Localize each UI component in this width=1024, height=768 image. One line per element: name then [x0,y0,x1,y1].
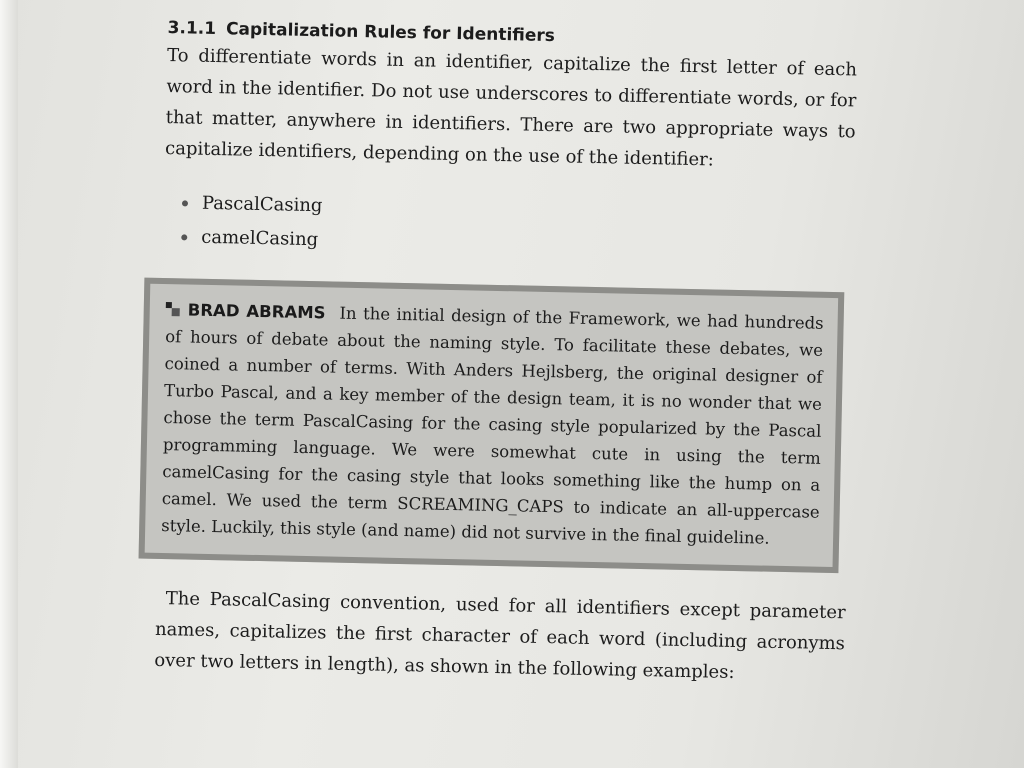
annotation-author: BRAD ABRAMS [187,300,326,323]
closing-paragraph: The PascalCasing convention, used for all identifiers except parameter names, capitalizes the first character of each word (including acronyms over two letters in length), as shown in the following examples: [154,588,846,684]
page-content [154,12,858,690]
list-item-label: PascalCasing [201,192,323,217]
annotation-text-block [161,296,824,553]
annotation-marker-icon [166,302,180,316]
page-edge [0,0,18,768]
section-number: 3.1.1 [167,17,217,40]
bullet-icon [181,234,187,240]
annotation-body: In the initial design of the Framework, we had hundreds of hours of debate about the naming style. To facilitate these debates, we coined a number of terms. With Anders Hejlsberg, the original designer of Turbo Pascal, and a key member of the design team, it is no wonder that we chose the term PascalCasing for the casing style popularized by the Pascal programming language. We were somewhat cute in using the term camelCasing for the casing style that looks something like the hump on a camel. We used the term SCREAMING_CAPS to indicate an all-uppercase style. Luckily, this style (and name) did not survive in the final guideline. [161,303,824,548]
intro-paragraph: To differentiate words in an identifier, capitalize the first letter of each word in the identifier. Do not use underscores to differentiate words, or for that matter, anywhere in identifiers. There are two appropriate ways to capitalize identifiers, depending on the use of the identifier: [164,44,858,171]
casing-list [181,186,854,268]
bullet-icon [182,200,188,206]
annotation-sidebar [139,278,845,574]
section-title: Capitalization Rules for Identifiers [225,19,556,47]
list-item-label: camelCasing [201,226,319,251]
